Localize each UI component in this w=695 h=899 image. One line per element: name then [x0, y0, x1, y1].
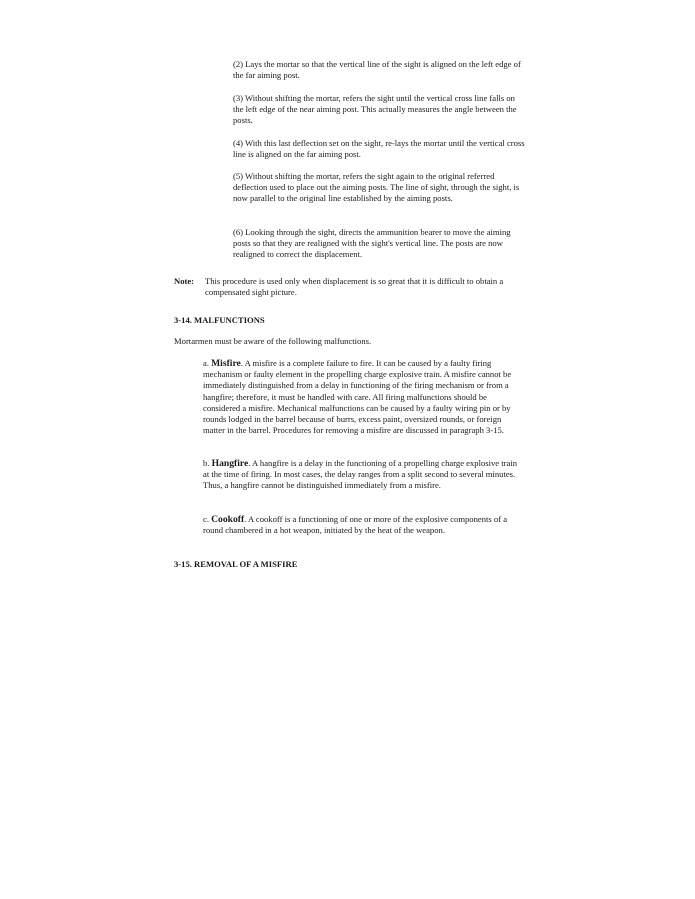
cookoff-description: . A cookoff is a functioning of one or more of the explosive components of a round chambered in a hot weapon, initiated by the heat of the weapon. — [203, 514, 508, 536]
section-heading-malfunctions: 3-14. MALFUNCTIONS — [174, 315, 265, 325]
section-heading-removal-of-misfire: 3-15. REMOVAL OF A MISFIRE — [174, 559, 298, 569]
note-text: This procedure is used only when displacement is so great that it is difficult to obtain a compensated sight picture. — [205, 276, 504, 298]
misfire-description: . A misfire is a complete failure to fire. It can be caused by a faulty firing mechanism or faulty element in the propelling charge explosive train. A misfire cannot be immediately distinguished from a delay in functioning of the firing mechanism or from a hangfire; therefore, it must be handled with care. All firing malfunctions should be considered a misfire. Mechanical malfunctions can be caused by a faulty wiring pin or by rounds lodged in the barrel because of burrs, excess paint, oversized rounds, or foreign matter in the barrel. Procedures for removing a misfire are discussed in paragraph 3-15. — [203, 358, 512, 436]
malfunction-misfire — [203, 358, 525, 436]
procedure-step-4: (4) With this last deflection set on the sight, re-lays the mortar until the vertical cross line is aligned on the far aiming post. — [233, 138, 525, 160]
term-misfire: Misfire — [211, 358, 241, 369]
item-prefix: b. — [203, 458, 210, 468]
term-cookoff: Cookoff — [211, 514, 245, 525]
item-prefix: a. — [203, 358, 209, 368]
term-hangfire: Hangfire — [211, 458, 249, 469]
malfunction-hangfire — [203, 458, 525, 492]
procedure-step-6: (6) Looking through the sight, directs the ammunition bearer to move the aiming posts so that they are realigned with the sight's vertical line. The posts are now realigned to correct the displacement. — [233, 227, 511, 260]
malfunction-cookoff — [203, 514, 525, 536]
note-label: Note: — [174, 276, 195, 286]
procedure-step-3: (3) Without shifting the mortar, refers the sight until the vertical cross line falls on the left edge of the near aiming post. This actually measures the angle between the posts. — [233, 93, 517, 126]
item-prefix: c. — [203, 514, 209, 524]
procedure-step-2: (2) Lays the mortar so that the vertical line of the sight is aligned on the left edge of the far aiming post. — [233, 59, 521, 81]
procedure-step-5: (5) Without shifting the mortar, refers the sight again to the original referred deflection used to place out the aiming posts. The line of sight, through the sight, is now parallel to the original line established by the aiming posts. — [233, 171, 520, 204]
hangfire-description: . A hangfire is a delay in the functioning of a propelling charge explosive train at the time of firing. In most cases, the delay ranges from a split second to several minutes. Thus, a hangfire cannot be distinguished immediately from a misfire. — [203, 458, 518, 491]
section-intro: Mortarmen must be aware of the following malfunctions. — [174, 336, 372, 346]
